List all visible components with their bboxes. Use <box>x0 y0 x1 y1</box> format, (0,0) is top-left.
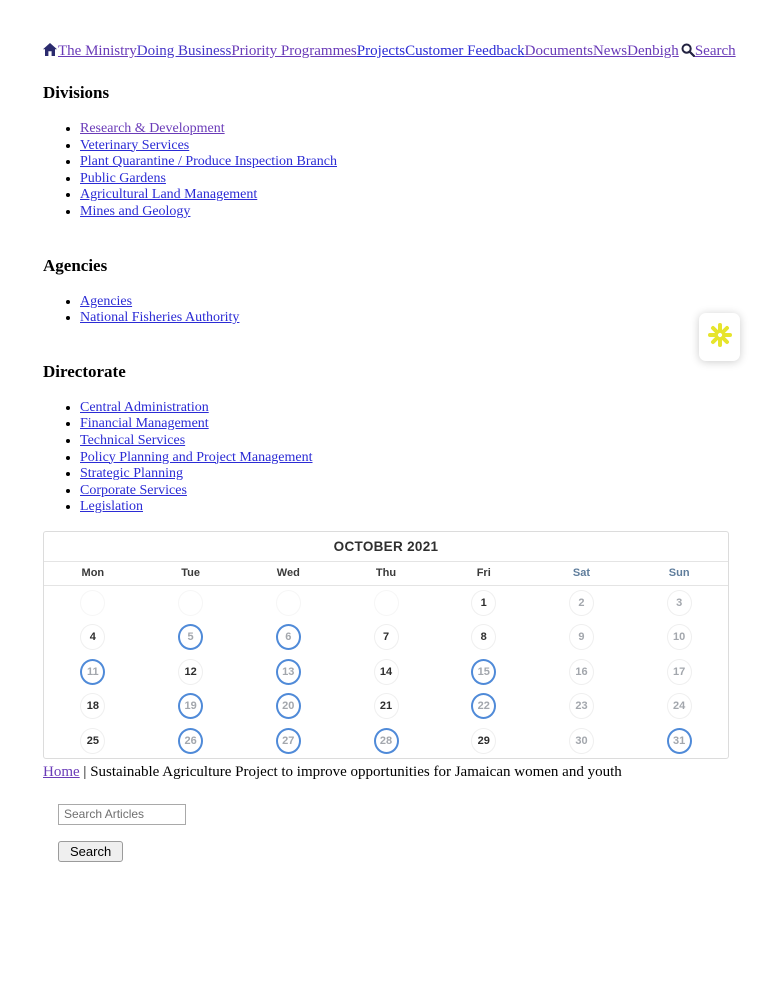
calendar-cell <box>44 620 142 654</box>
calendar-cell <box>142 586 240 620</box>
calendar-day-empty <box>374 590 399 616</box>
sections <box>43 83 730 516</box>
calendar-week-row <box>44 689 728 723</box>
calendar-day-6-event[interactable]: 6 <box>276 624 301 650</box>
nav-link-search[interactable]: Search <box>694 43 736 59</box>
calendar-cell <box>435 689 533 723</box>
day-header-mon: Mon <box>81 567 105 580</box>
calendar-day-16: 16 <box>569 659 594 685</box>
divisions-link-public-gardens[interactable]: Public Gardens <box>80 170 166 186</box>
breadcrumb <box>43 764 730 781</box>
home-icon <box>43 43 57 60</box>
calendar-cell <box>533 723 631 757</box>
section-list-divisions <box>43 121 730 221</box>
directorate-link-strategic-planning[interactable]: Strategic Planning <box>80 466 184 482</box>
nav-link-news[interactable]: News <box>592 43 628 59</box>
calendar-cell <box>239 689 337 723</box>
section-heading-directorate: Directorate <box>43 361 126 381</box>
nav-link-doing-business[interactable]: Doing Business <box>136 43 232 59</box>
directorate-link-technical-services[interactable]: Technical Services <box>80 432 186 448</box>
calendar-day-21: 21 <box>374 693 399 719</box>
home-icon-link[interactable] <box>43 43 58 59</box>
calendar-cell <box>337 689 435 723</box>
calendar-cell <box>44 723 142 757</box>
calendar-day-13-event[interactable]: 13 <box>276 659 301 685</box>
calendar-cell <box>435 655 533 689</box>
agencies-link-agencies[interactable]: Agencies <box>80 293 133 309</box>
calendar-day-empty <box>80 590 105 616</box>
calendar-day-19-event[interactable]: 19 <box>178 693 203 719</box>
list-item <box>80 466 730 483</box>
calendar-cell <box>142 655 240 689</box>
calendar-cell <box>435 620 533 654</box>
list-item <box>80 416 730 433</box>
calendar-cell <box>44 689 142 723</box>
calendar-cell <box>239 586 337 620</box>
calendar-day-11-event[interactable]: 11 <box>80 659 105 685</box>
directorate-link-central-administration[interactable]: Central Administration <box>80 399 209 415</box>
calendar-day-14: 14 <box>374 659 399 685</box>
nav-link-projects[interactable]: Projects <box>356 43 406 59</box>
calendar-day-4: 4 <box>80 624 105 650</box>
calendar-cell <box>630 723 728 757</box>
calendar-cell <box>630 655 728 689</box>
list-item <box>80 171 730 188</box>
search-articles-input[interactable] <box>58 804 186 825</box>
list-item <box>80 121 730 138</box>
list-item <box>80 154 730 171</box>
calendar-cell <box>337 655 435 689</box>
list-item <box>80 400 730 417</box>
list-item <box>80 433 730 450</box>
calendar-week-row <box>44 620 728 654</box>
calendar-day-7: 7 <box>374 624 399 650</box>
calendar-cell <box>533 586 631 620</box>
directorate-link-legislation[interactable]: Legislation <box>80 499 143 515</box>
calendar-cell <box>239 655 337 689</box>
calendar-day-30: 30 <box>569 728 594 754</box>
nav-link-customer-feedback[interactable]: Customer Feedback <box>405 43 525 59</box>
divisions-link-agricultural-land-management[interactable]: Agricultural Land Management <box>80 187 258 203</box>
day-header-wed: Wed <box>276 567 300 580</box>
article-search-form <box>58 804 730 862</box>
calendar-title: OCTOBER 2021 <box>44 532 728 562</box>
calendar-day-28-event[interactable]: 28 <box>374 728 399 754</box>
calendar-day-8: 8 <box>471 624 496 650</box>
calendar-day-empty <box>276 590 301 616</box>
directorate-link-corporate-services[interactable]: Corporate Services <box>80 482 187 498</box>
calendar-cell <box>337 620 435 654</box>
calendar-cell <box>630 620 728 654</box>
day-header-tue: Tue <box>181 567 200 580</box>
nav-link-priority-programmes[interactable]: Priority Programmes <box>231 43 357 59</box>
calendar-day-10: 10 <box>667 624 692 650</box>
calendar-day-27-event[interactable]: 27 <box>276 728 301 754</box>
event-calendar <box>43 531 729 759</box>
list-item <box>80 310 730 327</box>
calendar-day-31-event[interactable]: 31 <box>667 728 692 754</box>
calendar-day-empty <box>178 590 203 616</box>
day-header-fri: Fri <box>476 567 491 580</box>
main-nav <box>43 43 736 61</box>
divisions-link-mines-and-geology[interactable]: Mines and Geology <box>80 203 191 219</box>
list-item <box>80 138 730 155</box>
breadcrumb-separator: | <box>79 763 91 780</box>
nav-links <box>58 43 679 59</box>
calendar-cell <box>435 586 533 620</box>
calendar-day-5-event[interactable]: 5 <box>178 624 203 650</box>
calendar-cell <box>533 689 631 723</box>
list-item <box>80 483 730 500</box>
calendar-cell <box>142 620 240 654</box>
calendar-cell <box>630 586 728 620</box>
calendar-day-24: 24 <box>667 693 692 719</box>
calendar-cell <box>239 620 337 654</box>
nav-link-the-ministry[interactable]: The Ministry <box>58 43 137 59</box>
calendar-cell <box>435 723 533 757</box>
calendar-week-row <box>44 723 728 757</box>
calendar-cell <box>142 723 240 757</box>
calendar-day-22-event[interactable]: 22 <box>471 693 496 719</box>
agencies-link-national-fisheries-authority[interactable]: National Fisheries Authority <box>80 310 240 326</box>
calendar-cell <box>142 689 240 723</box>
day-header-sat: Sat <box>572 567 591 580</box>
section-heading-agencies: Agencies <box>43 255 108 275</box>
list-item <box>80 450 730 467</box>
calendar-day-2: 2 <box>569 590 594 616</box>
nav-link-denbigh[interactable]: Denbigh <box>627 43 679 59</box>
calendar-cell <box>337 723 435 757</box>
search-articles-button[interactable]: Search <box>58 841 123 862</box>
search-icon <box>681 43 695 61</box>
day-header-sun: Sun <box>668 567 690 580</box>
calendar-day-15-event[interactable]: 15 <box>471 659 496 685</box>
accessibility-widget-button[interactable] <box>699 313 740 361</box>
directorate-link-policy-planning-and-project-management[interactable]: Policy Planning and Project Management <box>80 449 313 465</box>
breadcrumb-page-title: Sustainable Agriculture Project to improve opportunities for Jamaican women and youth <box>90 763 622 780</box>
calendar-day-23: 23 <box>569 693 594 719</box>
calendar-cell <box>337 586 435 620</box>
calendar-day-9: 9 <box>569 624 594 650</box>
calendar-day-headers <box>44 562 728 586</box>
calendar-day-25: 25 <box>80 728 105 754</box>
calendar-cell <box>44 655 142 689</box>
calendar-cell <box>44 586 142 620</box>
calendar-cell <box>533 655 631 689</box>
section-list-directorate <box>43 400 730 516</box>
calendar-day-18: 18 <box>80 693 105 719</box>
list-item <box>80 204 730 221</box>
calendar-day-3: 3 <box>667 590 692 616</box>
calendar-day-17: 17 <box>667 659 692 685</box>
list-item <box>80 187 730 204</box>
calendar-day-12: 12 <box>178 659 203 685</box>
directorate-link-financial-management[interactable]: Financial Management <box>80 416 209 432</box>
calendar-cell <box>533 620 631 654</box>
list-item <box>80 499 730 516</box>
asterisk-icon <box>706 321 734 354</box>
calendar-day-29: 29 <box>471 728 496 754</box>
calendar-week-row <box>44 586 728 620</box>
calendar-day-26-event[interactable]: 26 <box>178 728 203 754</box>
divisions-link-veterinary-services[interactable]: Veterinary Services <box>80 137 190 153</box>
nav-link-documents[interactable]: Documents <box>524 43 593 59</box>
divisions-link-research-development[interactable]: Research & Development <box>80 121 225 136</box>
breadcrumb-home-link[interactable]: Home <box>43 763 80 780</box>
day-header-thu: Thu <box>375 567 397 580</box>
section-list-agencies <box>43 294 730 327</box>
section-heading-divisions: Divisions <box>43 83 110 102</box>
calendar-week-row <box>44 655 728 689</box>
calendar-day-1: 1 <box>471 590 496 616</box>
calendar-cell <box>239 723 337 757</box>
calendar-cell <box>630 689 728 723</box>
divisions-link-plant-quarantine-produce-inspection-branch[interactable]: Plant Quarantine / Produce Inspection Branch <box>80 154 337 170</box>
calendar-body <box>44 586 728 758</box>
list-item <box>80 294 730 311</box>
calendar-day-20-event[interactable]: 20 <box>276 693 301 719</box>
